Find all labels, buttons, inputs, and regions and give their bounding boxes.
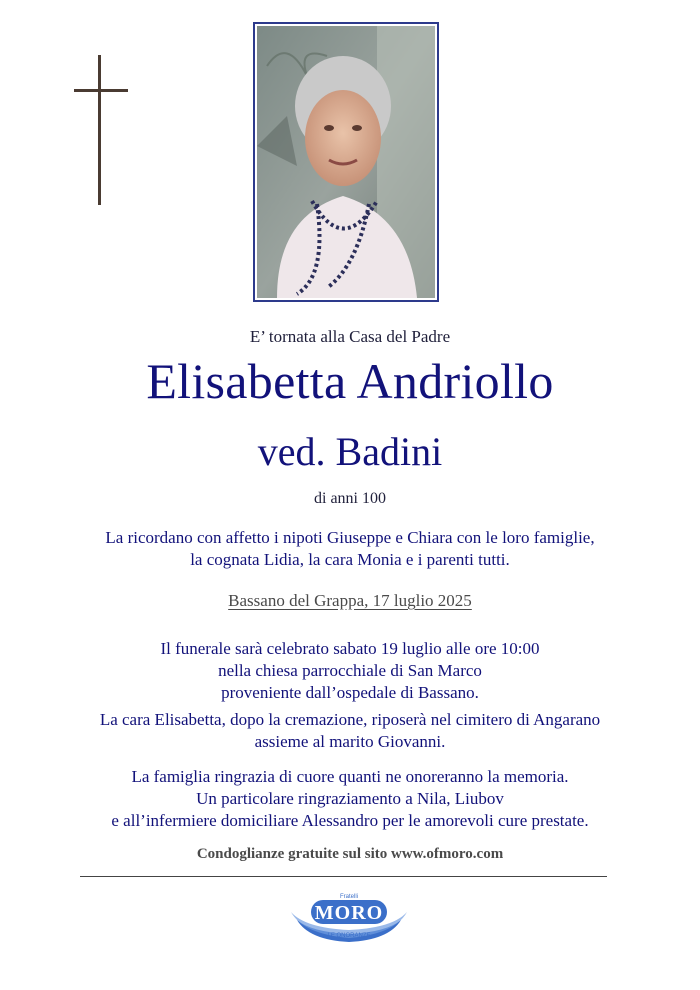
age-text: di anni 100 [314,490,386,507]
place-date-text: Bassano del Grappa, 17 luglio 2025 [228,591,472,610]
logo-word: MORO [314,902,384,924]
funeral-info [0,638,700,704]
place-date [0,591,700,611]
widow-of: ved. Badini [257,429,443,474]
logo-top-text: Fratelli [339,894,358,900]
thanks-text [0,766,700,832]
deceased-name: Elisabetta Andriollo [146,353,554,409]
cremation-line: assieme al marito Giovanni. [254,732,446,751]
divider [80,876,607,877]
thanks-line: e all’infermiere domiciliare Alessandro per le amorevoli cure prestate. [111,811,589,830]
thanks-line: Un particolare ringraziamento a Nila, Liubov [196,789,504,808]
portrait-photo [253,22,439,302]
funeral-line: proveniente dall’ospedale di Bassano. [221,683,479,702]
moro-logo [289,890,409,946]
remembered-line: La ricordano con affetto i nipoti Giuseppe e Chiara con le loro famiglie, [105,528,595,547]
cremation-info [0,709,700,753]
cremation-line: La cara Elisabetta, dopo la cremazione, riposerà nel cimitero di Angarano [99,710,601,729]
thanks-line: La famiglia ringrazia di cuore quanti ne onoreranno la memoria. [131,767,569,786]
remembered-line: la cognata Lidia, la cara Monia e i parenti tutti. [190,550,510,569]
condolences-link-text: Condoglianze gratuite sul sito www.ofmoro.com [196,846,504,862]
logo-bottom-text: LE ONORANZE [327,933,371,939]
intro-text: E’ tornata alla Casa del Padre [249,327,451,346]
cross-icon [74,55,128,205]
funeral-line: Il funerale sarà celebrato sabato 19 luglio alle ore 10:00 [160,639,540,658]
remembered-by [0,527,700,571]
funeral-line: nella chiesa parrocchiale di San Marco [218,661,482,680]
